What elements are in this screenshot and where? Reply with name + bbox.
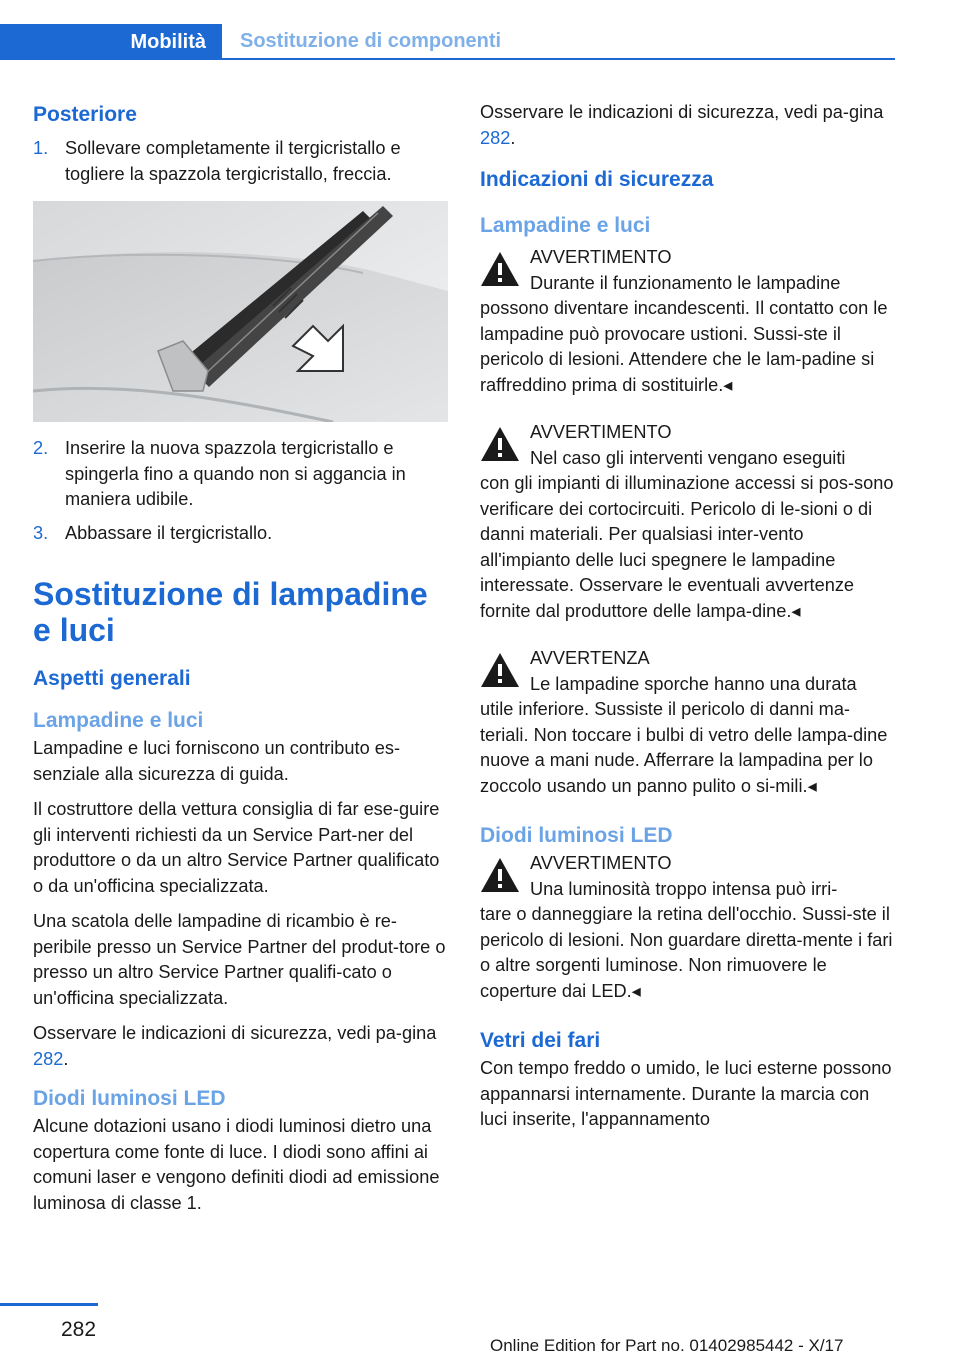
- paragraph: Alcune dotazioni usano i diodi luminosi dietro una copertura come fonte di luce. I diodi sono affini ai comuni laser e vengono definiti diodi ad emissione luminosa di classe 1.: [33, 1116, 440, 1213]
- edition-note: Online Edition for Part no. 01402985442 - X/17: [490, 1336, 844, 1355]
- paragraph-end: .: [510, 127, 516, 148]
- warning-first-line: Una luminosità troppo intensa può irri-: [530, 878, 838, 899]
- step-text: Abbassare il tergicristallo.: [65, 522, 273, 543]
- warning-triangle-icon: [480, 652, 520, 688]
- step-number: 2.: [33, 438, 49, 458]
- warning-first-line: Le lampadine sporche hanno una durata: [530, 673, 857, 694]
- warning-text: possono diventare incandescenti. Il contatto con le lampadine può provocare ustioni. Sussi-ste il pericolo di lesioni. Attendere che le lam-padine si raffreddino prima di sostituirle.◂: [480, 298, 888, 395]
- warning-triangle-icon: [480, 857, 520, 893]
- step-text: Sollevare completamente il tergicristallo e togliere la spazzola tergicristallo, freccia.: [65, 138, 401, 184]
- diodi-heading: Diodi luminosi LED: [33, 1087, 226, 1110]
- list-item: [33, 436, 448, 513]
- list-item: [33, 136, 448, 187]
- steps-list-1: [33, 136, 448, 187]
- warning-text: tare o danneggiare la retina dell'occhio. Sussi-ste il pericolo di lesioni. Non guardare diretta-mente i fari o altre sorgenti luminose. Non rimuovere le coperture dai LED.◂: [480, 904, 893, 1001]
- warning-block: [480, 646, 895, 799]
- warning-block: [480, 851, 895, 1004]
- warning-block: [480, 420, 895, 624]
- paragraph: [33, 1021, 448, 1072]
- page-link[interactable]: 282: [480, 127, 511, 148]
- warning-triangle-icon: [480, 426, 520, 462]
- lampadine-heading-right: Lampadine e luci: [480, 214, 651, 237]
- subsection-title: Sostituzione di componenti: [222, 24, 895, 60]
- warning-first-line: Durante il funzionamento le lampadine: [530, 272, 841, 293]
- page-number: 282: [61, 1318, 97, 1341]
- page-header: [0, 0, 895, 62]
- page-link[interactable]: 282: [33, 1048, 64, 1069]
- paragraph: Lampadine e luci forniscono un contributo es-senziale alla sicurezza di guida.: [33, 738, 401, 784]
- warning-title: AVVERTENZA: [530, 648, 650, 668]
- wiper-illustration: [33, 201, 448, 422]
- diodi-heading-right: Diodi luminosi LED: [480, 824, 673, 847]
- steps-list-2: [33, 436, 448, 546]
- right-column: [480, 100, 895, 1143]
- main-heading: Sostituzione di lampadine e luci: [33, 576, 428, 648]
- posteriore-heading: Posteriore: [33, 103, 137, 126]
- paragraph: Il costruttore della vettura consiglia di far ese-guire gli interventi richiesti da un Service Part-ner del produttore o da un altro Service Partner qualificato o da un'officina specializzata.: [33, 799, 440, 896]
- warning-title: AVVERTIMENTO: [530, 853, 672, 873]
- footer-rule: [0, 1303, 98, 1306]
- step-number: 1.: [33, 138, 49, 158]
- section-tab: Mobilità: [0, 24, 222, 60]
- warning-text: utile inferiore. Sussiste il pericolo di danni ma-teriali. Non toccare i bulbi di vetro delle lampa-dine nuove a mani nude. Afferrare la lampadina per lo zoccolo usando un panno pulito o si-mili.◂: [480, 699, 888, 796]
- aspetti-heading: Aspetti generali: [33, 667, 191, 690]
- step-text: Inserire la nuova spazzola tergicristallo e spingerla fino a quando non si aggancia in maniera udibile.: [65, 438, 406, 509]
- paragraph-end: .: [63, 1048, 69, 1069]
- sicurezza-heading: Indicazioni di sicurezza: [480, 168, 714, 191]
- list-item: [33, 521, 448, 547]
- paragraph: Una scatola delle lampadine di ricambio è re-peribile presso un Service Partner del produt-tore o presso un altro Service Partner qualifi-cato o un'officina specializzata.: [33, 911, 446, 1008]
- vetri-heading: Vetri dei fari: [480, 1029, 601, 1052]
- paragraph-text: Osservare le indicazioni di sicurezza, vedi pa-gina: [33, 1023, 437, 1043]
- paragraph: [480, 100, 895, 151]
- warning-title: AVVERTIMENTO: [530, 422, 672, 442]
- lampadine-heading: Lampadine e luci: [33, 709, 204, 732]
- step-number: 3.: [33, 522, 49, 543]
- warning-title: AVVERTIMENTO: [530, 247, 672, 267]
- warning-text: con gli impianti di illuminazione accessi si pos-sono verificare dei cortocircuiti. Pericolo di le-sioni o di danni materiali. Per qualsiasi inter-vento all'impianto delle luci spegnere le lampadine interessate. Osservare le eventuali avvertenze fornite dal produttore delle lampa-dine.◂: [480, 473, 894, 621]
- left-column: [33, 100, 448, 1226]
- warning-block: [480, 245, 895, 398]
- paragraph: Con tempo freddo o umido, le luci esterne possono appannarsi internamente. Durante la marcia con luci inserite, l'appannamento: [480, 1058, 892, 1129]
- paragraph-text: Osservare le indicazioni di sicurezza, vedi pa-gina: [480, 102, 884, 122]
- warning-triangle-icon: [480, 251, 520, 287]
- warning-first-line: Nel caso gli interventi vengano eseguiti: [530, 447, 846, 468]
